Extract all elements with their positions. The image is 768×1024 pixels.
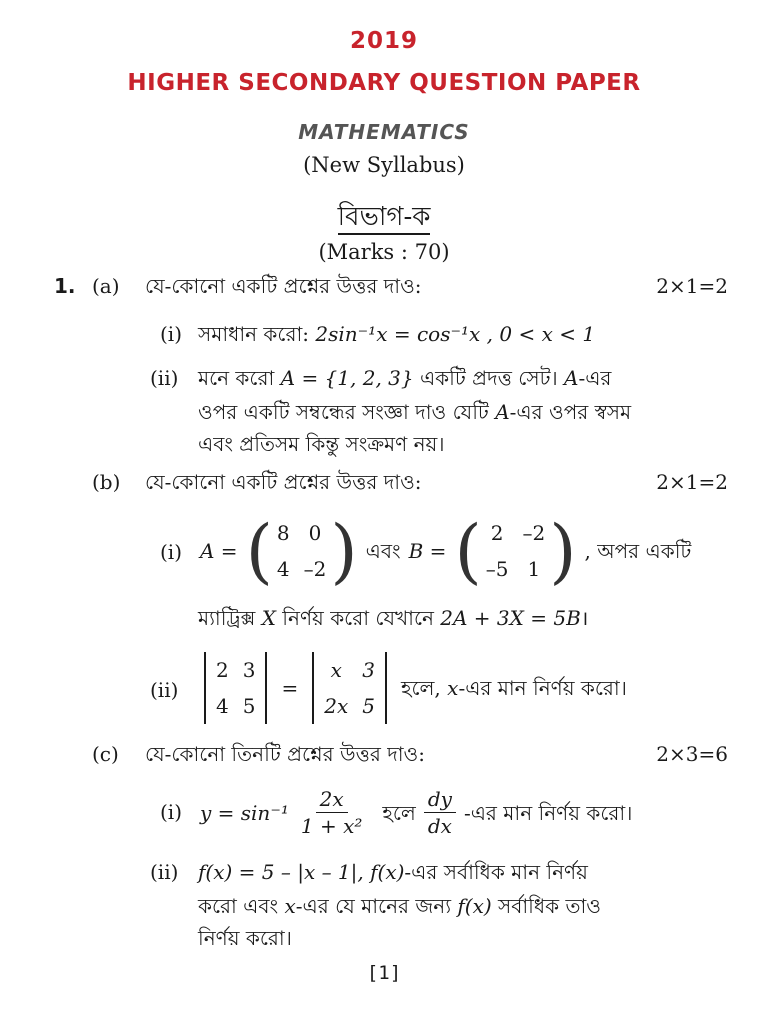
c-ii-l2-fx: f(x) xyxy=(457,894,492,918)
c-i-question xyxy=(200,786,740,839)
c-i-fraction xyxy=(297,786,367,839)
det-right-cell: 3 xyxy=(362,658,375,682)
a-ii-l2-post: -এর ওপর স্বসম xyxy=(509,400,632,424)
matrix-b-cell: –2 xyxy=(522,521,546,545)
c-i-post: -এর মান নির্ণয় করো। xyxy=(463,800,633,825)
c-ii-line1 xyxy=(198,856,738,888)
paper-title: HIGHER SECONDARY QUESTION PAPER xyxy=(127,70,641,96)
b-i-and: এবং xyxy=(365,539,401,563)
matrix-a-right-paren: ) xyxy=(330,510,358,592)
matrix-a-left-paren: ( xyxy=(245,510,273,592)
syllabus-label: (New Syllabus) xyxy=(303,153,465,177)
det-right-cell: 2x xyxy=(324,694,349,718)
determinant-left xyxy=(204,652,267,724)
part-a-label: (a) xyxy=(92,274,120,298)
matrix-b-left-paren: ( xyxy=(454,510,482,592)
c-ii-expr: f(x) = 5 – |x – 1|, xyxy=(198,860,364,884)
matrix-a-cell: 8 xyxy=(276,521,290,545)
matrix-b xyxy=(454,510,577,592)
page-number: [1] xyxy=(366,962,402,984)
section-heading xyxy=(0,196,768,240)
matrix-a-cell: –2 xyxy=(303,557,327,581)
a-i-question xyxy=(198,318,738,350)
b-ii-post-var: x xyxy=(447,676,459,700)
det-left-cell: 2 xyxy=(216,658,229,682)
part-b-instruction: যে-কোনো একটি প্রশ্নের উত্তর দাও: xyxy=(145,470,422,494)
c-i-label: (i) xyxy=(160,800,183,824)
b-ii-label: (ii) xyxy=(150,678,179,702)
c-ii-l1-post: -এর সর্বাধিক মান নির্ণয় xyxy=(404,860,588,884)
part-a-instruction: যে-কোনো একটি প্রশ্নের উত্তর দাও: xyxy=(145,274,422,298)
part-b-label: (b) xyxy=(92,470,121,494)
c-ii-l2-pre: করো এবং xyxy=(198,894,279,918)
part-c-marks: 2×3=6 xyxy=(656,742,728,766)
a-i-label: (i) xyxy=(160,322,183,346)
matrix-b-cell: 2 xyxy=(490,521,504,545)
b-i-question xyxy=(200,510,740,592)
b-i-post: , অপর একটি xyxy=(584,539,692,563)
marks-label: (Marks : 70) xyxy=(318,240,450,264)
c-i-dy: dy xyxy=(424,786,456,813)
b-i-line2 xyxy=(198,602,738,634)
a-ii-line2 xyxy=(198,396,738,428)
b-i-a-var: A = xyxy=(200,539,238,563)
a-ii-l2-var: A xyxy=(495,400,510,424)
matrix-a-cell: 0 xyxy=(308,521,322,545)
c-i-denominator: 1 + x² xyxy=(300,814,363,838)
det-left-cell: 4 xyxy=(216,694,229,718)
b-i-l2-var: X xyxy=(261,606,276,630)
determinant-right xyxy=(312,652,387,724)
b-ii-post-end: -এর মান নির্ণয় করো। xyxy=(458,676,627,700)
c-ii-line3: নির্ণয় করো। xyxy=(198,926,292,950)
question-number: 1. xyxy=(54,274,76,298)
b-i-label: (i) xyxy=(160,540,183,564)
a-i-expression: 2sin⁻¹x = cos⁻¹x , 0 < x < 1 xyxy=(315,322,596,346)
subject-title: MATHEMATICS xyxy=(298,120,470,144)
part-c-instruction: যে-কোনো তিনটি প্রশ্নের উত্তর দাও: xyxy=(145,742,425,766)
det-right-cell: 5 xyxy=(362,694,375,718)
b-ii-post xyxy=(401,672,627,704)
det-equals: = xyxy=(281,676,299,700)
a-ii-line3: এবং প্রতিসম কিন্তু সংক্রমণ নয়। xyxy=(198,432,445,456)
a-ii-l1-post: একটি প্রদত্ত সেট। xyxy=(419,366,558,390)
c-i-dx: dx xyxy=(427,814,452,838)
a-ii-set: A = {1, 2, 3} xyxy=(280,366,414,390)
b-ii-post-pre: হলে, xyxy=(400,676,441,700)
b-i-l2-expr: 2A + 3X = 5B xyxy=(440,606,581,630)
part-a-marks: 2×1=2 xyxy=(656,274,728,298)
c-ii-l2-mid: -এর যে মানের জন্য xyxy=(295,894,451,918)
b-i-l2-end: । xyxy=(580,606,589,630)
b-i-l2-mid: নির্ণয় করো যেখানে xyxy=(282,606,434,630)
a-ii-l1-end: -এর xyxy=(578,366,612,390)
c-i-numerator: 2x xyxy=(316,786,348,813)
part-c-label: (c) xyxy=(92,742,119,766)
a-ii-label: (ii) xyxy=(150,366,179,390)
b-i-l2-pre: ম্যাট্রিক্স xyxy=(198,606,256,630)
a-i-text: সমাধান করো: xyxy=(198,322,309,346)
a-ii-l1-var: A xyxy=(564,366,579,390)
c-ii-label: (ii) xyxy=(150,860,179,884)
c-ii-l2-post: সর্বাধিক তাও xyxy=(498,894,601,918)
det-left-cell: 3 xyxy=(242,658,256,682)
c-i-lhs: y = sin⁻¹ xyxy=(200,800,289,825)
matrix-b-cell: 1 xyxy=(527,557,541,581)
det-left-cell: 5 xyxy=(242,694,256,718)
det-right-cell: x xyxy=(330,658,342,682)
matrix-a xyxy=(245,510,358,592)
paper-year: 2019 xyxy=(349,28,418,54)
matrix-b-cell: –5 xyxy=(485,557,509,581)
c-ii-fx: f(x) xyxy=(370,860,405,884)
matrix-b-right-paren: ) xyxy=(549,510,577,592)
c-ii-l2-var: x xyxy=(284,894,296,918)
part-b-marks: 2×1=2 xyxy=(656,470,728,494)
b-ii-question xyxy=(204,652,744,724)
matrix-a-cell: 4 xyxy=(276,557,290,581)
b-i-b-var: B = xyxy=(408,539,447,563)
a-ii-l2-pre: ওপর একটি সম্বন্ধের সংজ্ঞা দাও যেটি xyxy=(198,400,489,424)
a-ii-line1 xyxy=(198,362,738,394)
c-ii-line2 xyxy=(198,890,738,922)
section-label: বিভাগ-ক xyxy=(338,202,431,235)
c-i-derivative xyxy=(424,786,456,839)
a-ii-l1-pre: মনে করো xyxy=(198,366,275,390)
c-i-mid: হলে xyxy=(382,800,416,825)
